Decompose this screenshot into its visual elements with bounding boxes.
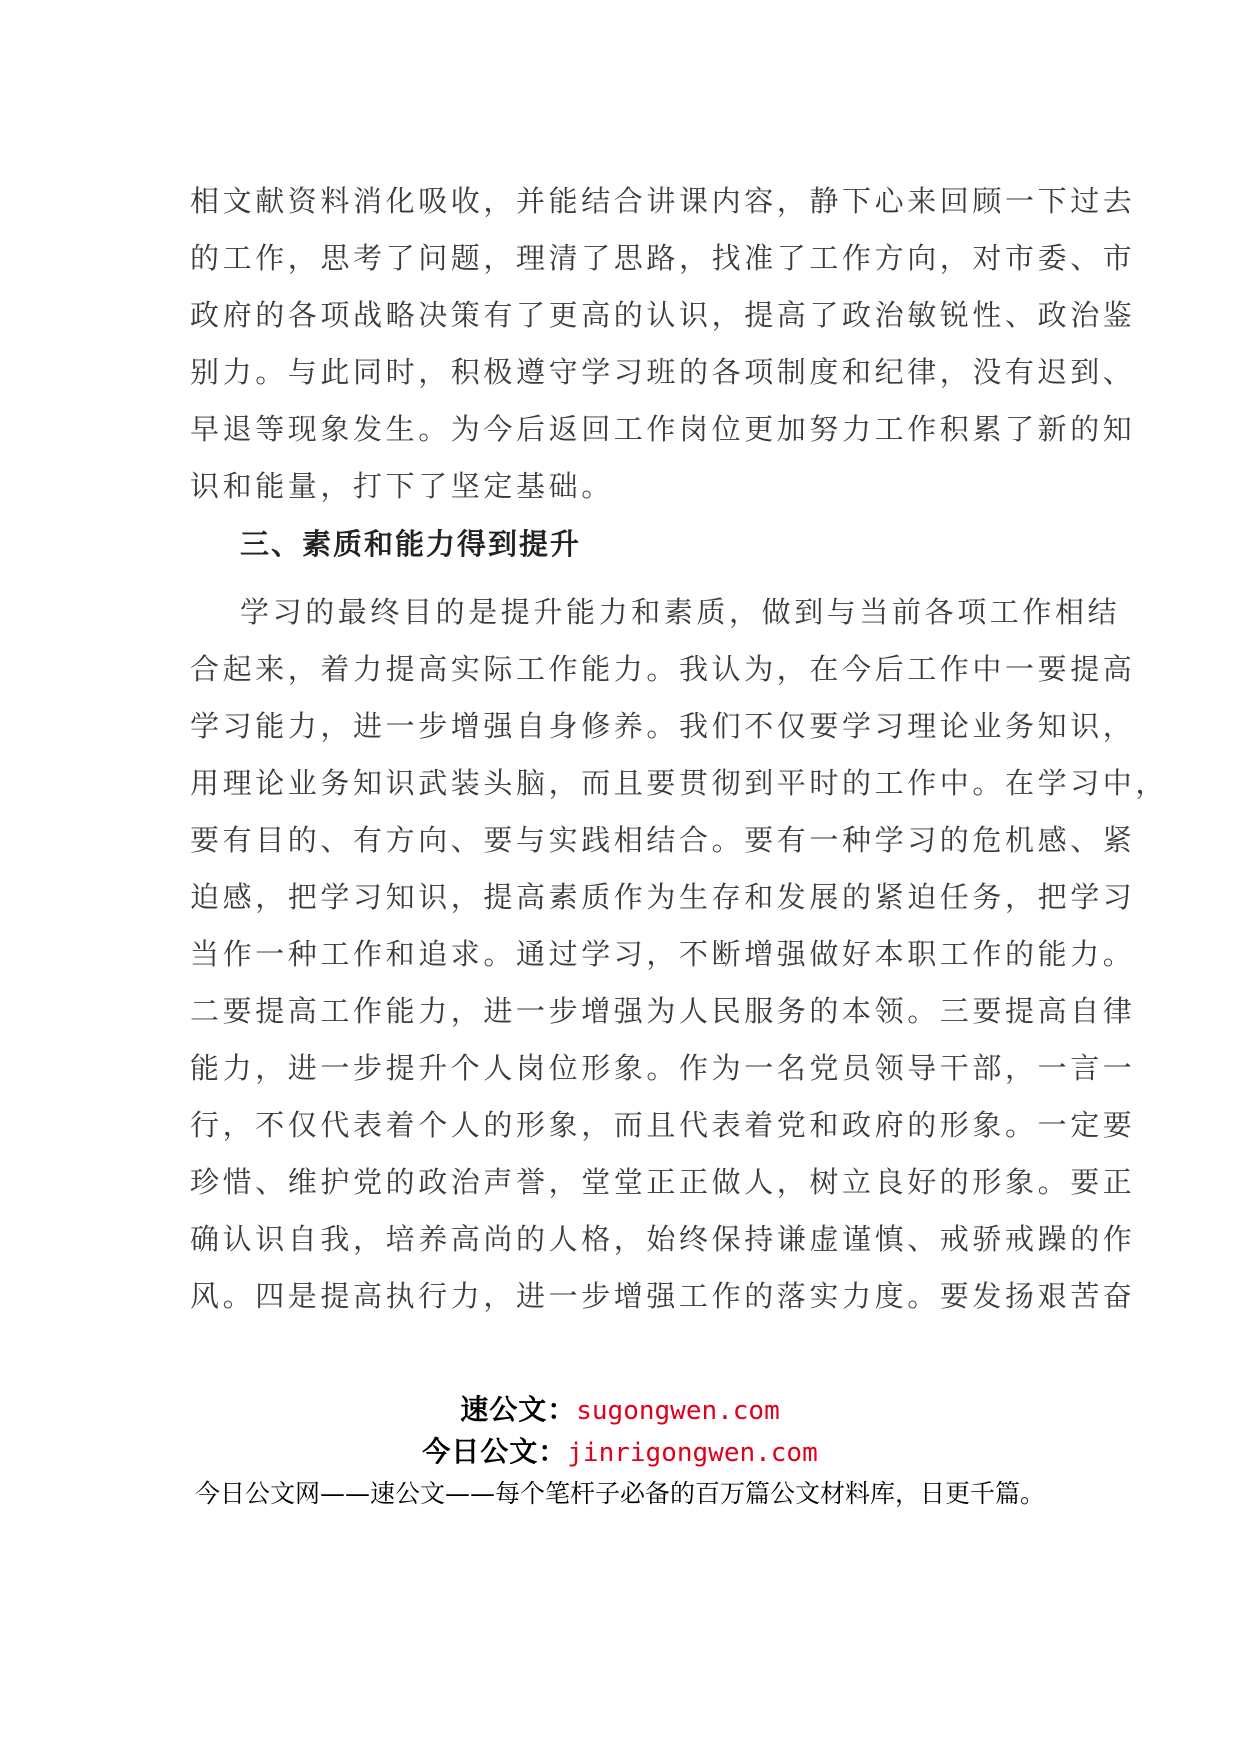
paragraph-line: 风。四是提高执行力，进一步增强工作的落实力度。要发扬艰苦奋 [190,1279,1136,1313]
paragraph-line: 行，不仅代表着个人的形象，而且代表着党和政府的形象。一定要 [190,1108,1136,1142]
paragraph-line: 二要提高工作能力，进一步增强为人民服务的本领。三要提高自律 [190,994,1136,1028]
footer-line-sugongwen [0,1388,1240,1428]
paragraph-line: 识和能量，打下了坚定基础。 [190,469,614,503]
paragraph-line: 要有目的、有方向、要与实践相结合。要有一种学习的危机感、紧 [190,823,1136,857]
paragraph-line: 的工作，思考了问题，理清了思路，找准了工作方向，对市委、市 [190,241,1136,275]
paragraph-line: 用理论业务知识武装头脑，而且要贯彻到平时的工作中。在学习中， [190,766,1169,800]
footer-tagline: 今日公文网——速公文——每个笔杆子必备的百万篇公文材料库，日更千篇。 [194,1479,1045,1508]
paragraph-line: 相文献资料消化吸收，并能结合讲课内容，静下心来回顾一下过去 [190,184,1136,218]
paragraph-line: 迫感，把学习知识，提高素质作为生存和发展的紧迫任务，把学习 [190,880,1136,914]
paragraph-line: 当作一种工作和追求。通过学习，不断增强做好本职工作的能力。 [190,937,1136,971]
paragraph-line: 政府的各项战略决策有了更高的认识，提高了政治敏锐性、政治鉴 [190,298,1136,332]
footer-label-sugongwen: 速公文： [460,1393,577,1426]
sugongwen-link[interactable]: sugongwen.com [576,1396,780,1426]
jinrigongwen-link[interactable]: jinrigongwen.com [567,1438,818,1468]
paragraph-line: 别力。与此同时，积极遵守学习班的各项制度和纪律，没有迟到、 [190,355,1136,389]
footer-label-jinrigongwen: 今日公文： [422,1435,568,1468]
paragraph-line: 学习能力，进一步增强自身修养。我们不仅要学习理论业务知识， [190,709,1136,743]
section-heading: 三、素质和能力得到提升 [240,527,582,561]
paragraph-line: 学习的最终目的是提升能力和素质，做到与当前各项工作相结 [240,595,1121,629]
paragraph-line: 能力，进一步提升个人岗位形象。作为一名党员领导干部，一言一 [190,1051,1136,1085]
paragraph-line: 早退等现象发生。为今后返回工作岗位更加努力工作积累了新的知 [190,412,1136,446]
paragraph-line: 珍惜、维护党的政治声誉，堂堂正正做人，树立良好的形象。要正 [190,1165,1136,1199]
footer-line-jinrigongwen [0,1430,1240,1470]
paragraph-line: 合起来，着力提高实际工作能力。我认为，在今后工作中一要提高 [190,652,1136,686]
paragraph-line: 确认识自我，培养高尚的人格，始终保持谦虚谨慎、戒骄戒躁的作 [190,1222,1136,1256]
